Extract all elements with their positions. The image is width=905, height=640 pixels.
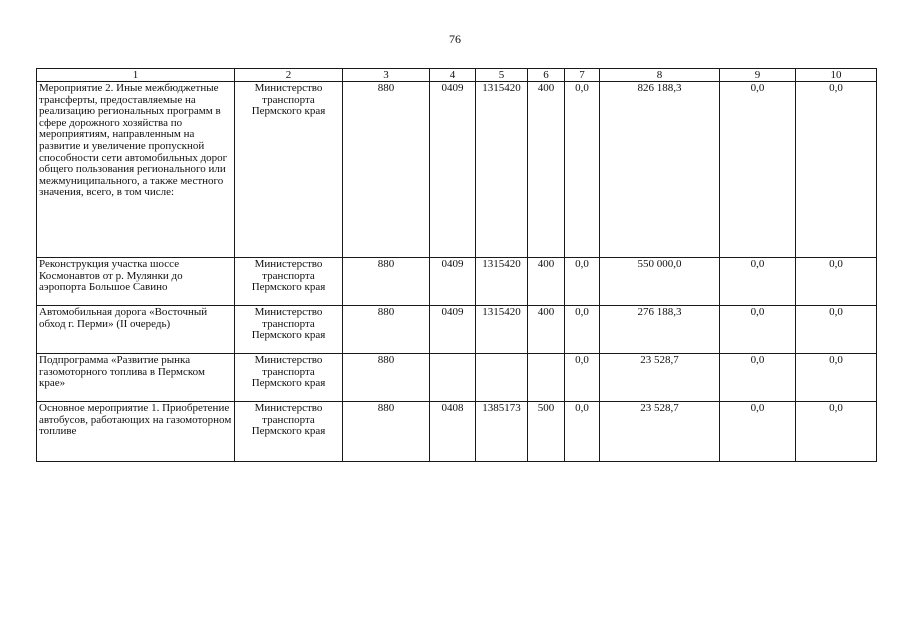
cell-col7: 0,0 <box>565 82 600 258</box>
cell-col3: 880 <box>343 306 430 354</box>
cell-col6: 500 <box>528 402 565 462</box>
cell-org: Министерство транспорта Пермского края <box>235 354 343 402</box>
column-header-3: 3 <box>343 69 430 82</box>
cell-org: Министерство транспорта Пермского края <box>235 82 343 258</box>
cell-col7: 0,0 <box>565 402 600 462</box>
column-header-2: 2 <box>235 69 343 82</box>
cell-col8: 23 528,7 <box>600 402 720 462</box>
cell-col5 <box>476 354 528 402</box>
cell-org: Министерство транспорта Пермского края <box>235 402 343 462</box>
column-header-7: 7 <box>565 69 600 82</box>
cell-name: Реконструкция участка шоссе Космонавтов от р. Мулянки до аэропорта Большое Савино <box>37 258 235 306</box>
cell-col6: 400 <box>528 306 565 354</box>
column-header-1: 1 <box>37 69 235 82</box>
budget-table <box>36 68 877 462</box>
cell-col3: 880 <box>343 258 430 306</box>
cell-col6: 400 <box>528 258 565 306</box>
cell-col8: 826 188,3 <box>600 82 720 258</box>
cell-col10: 0,0 <box>796 258 877 306</box>
cell-col5: 1315420 <box>476 258 528 306</box>
column-header-9: 9 <box>720 69 796 82</box>
cell-col9: 0,0 <box>720 354 796 402</box>
column-header-5: 5 <box>476 69 528 82</box>
table-row <box>37 258 877 306</box>
cell-col9: 0,0 <box>720 402 796 462</box>
column-header-10: 10 <box>796 69 877 82</box>
cell-col4: 0409 <box>430 82 476 258</box>
cell-col4: 0409 <box>430 306 476 354</box>
cell-col5: 1315420 <box>476 306 528 354</box>
table-row <box>37 402 877 462</box>
table-row <box>37 306 877 354</box>
cell-col4: 0408 <box>430 402 476 462</box>
cell-col7: 0,0 <box>565 258 600 306</box>
cell-col7: 0,0 <box>565 306 600 354</box>
cell-col9: 0,0 <box>720 82 796 258</box>
table-body <box>37 82 877 462</box>
column-header-8: 8 <box>600 69 720 82</box>
cell-col10: 0,0 <box>796 306 877 354</box>
cell-col5: 1315420 <box>476 82 528 258</box>
cell-name: Мероприятие 2. Иные межбюджетные трансферты, предоставляемые на реализацию региональных программ в сфере дорожного хозяйства по мероприятиям, направленным на развитие и увеличение пропускной способности сети автомобильных дорог общего пользования регионального или межмуниципального, а также местного значения, всего, в том числе: <box>37 82 235 258</box>
cell-col9: 0,0 <box>720 258 796 306</box>
cell-col3: 880 <box>343 354 430 402</box>
page-number: 76 <box>449 32 461 46</box>
cell-col10: 0,0 <box>796 354 877 402</box>
column-header-6: 6 <box>528 69 565 82</box>
cell-col3: 880 <box>343 82 430 258</box>
cell-col3: 880 <box>343 402 430 462</box>
cell-name: Подпрограмма «Развитие рынка газомоторного топлива в Пермском крае» <box>37 354 235 402</box>
cell-name: Автомобильная дорога «Восточный обход г. Перми» (II очередь) <box>37 306 235 354</box>
table-row <box>37 82 877 258</box>
cell-name: Основное мероприятие 1. Приобретение автобусов, работающих на газомоторном топливе <box>37 402 235 462</box>
cell-col7: 0,0 <box>565 354 600 402</box>
cell-col10: 0,0 <box>796 82 877 258</box>
cell-org: Министерство транспорта Пермского края <box>235 258 343 306</box>
cell-col4: 0409 <box>430 258 476 306</box>
cell-col6: 400 <box>528 82 565 258</box>
header-row <box>37 69 877 82</box>
cell-col8: 276 188,3 <box>600 306 720 354</box>
cell-col6 <box>528 354 565 402</box>
cell-col10: 0,0 <box>796 402 877 462</box>
cell-col5: 1385173 <box>476 402 528 462</box>
column-header-4: 4 <box>430 69 476 82</box>
cell-org: Министерство транспорта Пермского края <box>235 306 343 354</box>
cell-col4 <box>430 354 476 402</box>
cell-col8: 550 000,0 <box>600 258 720 306</box>
cell-col8: 23 528,7 <box>600 354 720 402</box>
table-row <box>37 354 877 402</box>
cell-col9: 0,0 <box>720 306 796 354</box>
table-header <box>37 69 877 82</box>
